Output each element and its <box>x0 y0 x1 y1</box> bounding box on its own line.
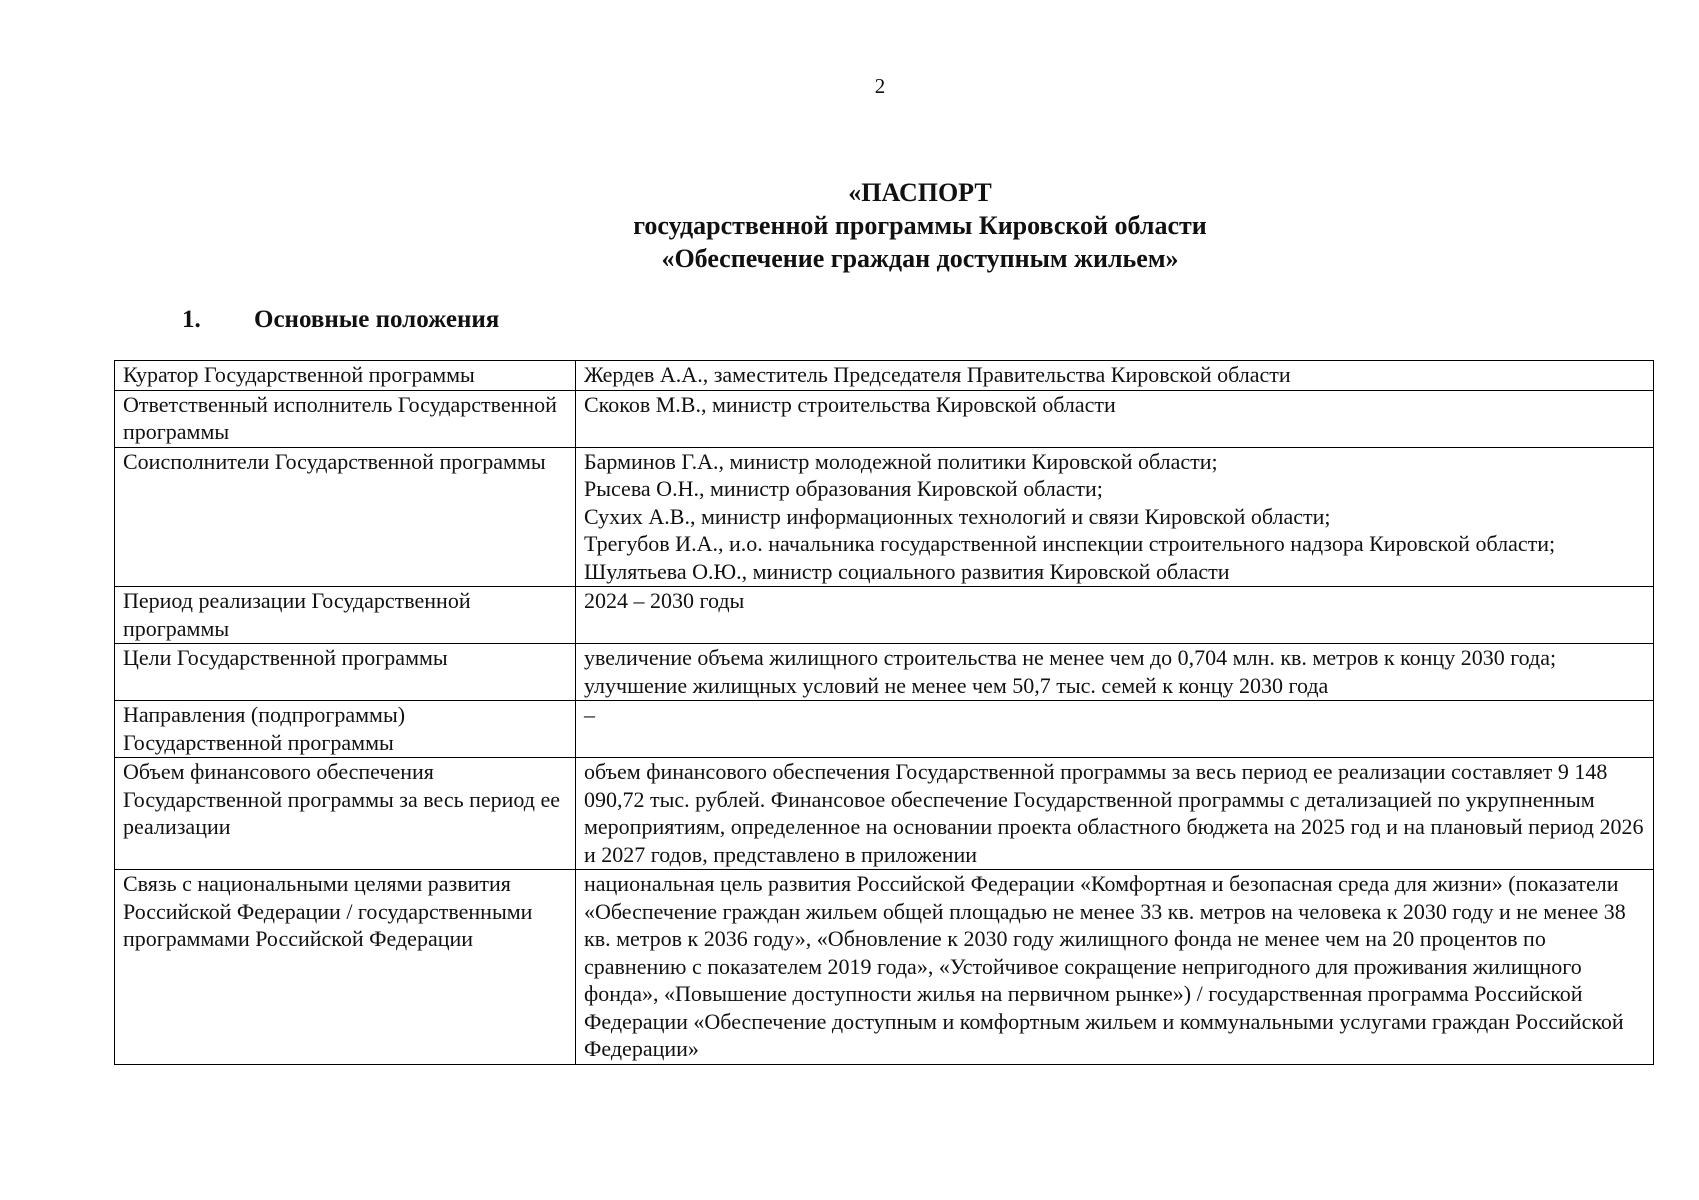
section-heading <box>182 306 499 334</box>
table-row <box>115 361 1654 391</box>
section-number: 1. <box>182 306 201 333</box>
table-row <box>115 447 1654 587</box>
row-value-national-goals <box>576 870 1654 1065</box>
row-value-curator <box>576 361 1654 391</box>
row-label-responsible-executor: Ответственный исполнитель Государственной программы <box>115 390 576 447</box>
title-line-1: «ПАСПОРТ <box>848 178 992 207</box>
row-value-period <box>576 587 1654 644</box>
value-line: – <box>584 702 595 727</box>
table-row <box>115 390 1654 447</box>
row-value-responsible-executor <box>576 390 1654 447</box>
value-line: Барминов Г.А., министр молодежной политики Кировской области; <box>584 448 1218 474</box>
row-value-co-executors <box>576 447 1654 587</box>
passport-table <box>114 360 1654 1065</box>
value-line: увеличение объема жилищного строительства не менее чем до 0,704 млн. кв. метров к концу 2030 года; <box>584 645 1557 670</box>
table-row <box>115 870 1654 1065</box>
title-line-2: государственной программы Кировской области <box>633 211 1207 240</box>
row-label-curator: Куратор Государственной программы <box>115 361 576 391</box>
row-value-goals <box>576 644 1654 701</box>
row-label-co-executors: Соисполнители Государственной программы <box>115 447 576 587</box>
value-line: Шулятьева О.Ю., министр социального развития Кировской области <box>584 558 1230 584</box>
table-row <box>115 644 1654 701</box>
row-label-national-goals: Связь с национальными целями развития Российской Федерации / государственными программами Российской Федерации <box>115 870 576 1065</box>
row-label-financing: Объем финансового обеспечения Государственной программы за весь период ее реализации <box>115 758 576 870</box>
value-line: Трегубов И.А., и.о. начальника государственной инспекции строительного надзора Кировской области; <box>584 531 1556 556</box>
table-row <box>115 701 1654 758</box>
value-line: Скоков М.В., министр строительства Кировской области <box>584 391 1116 417</box>
row-value-directions <box>576 701 1654 758</box>
document-title <box>140 176 1699 275</box>
row-label-period: Период реализации Государственной программы <box>115 587 576 644</box>
value-line: Рысева О.Н., министр образования Кировской области; <box>584 476 1103 501</box>
row-value-financing <box>576 758 1654 870</box>
value-line: Сухих А.В., министр информационных технологий и связи Кировской области; <box>584 503 1331 529</box>
page-number: 2 <box>874 74 886 98</box>
title-line-3: «Обеспечение граждан доступным жильем» <box>661 244 1179 273</box>
value-line: национальная цель развития Российской Федерации «Комфортная и безопасная среда для жизни» (показатели «Обеспечение граждан жильем общей площадью не менее 33 кв. метров на человека к 2030 году и не менее 38 кв. метров к 2036 году», «Обновление к 2030 году жилищного фонда не менее чем на 20 процентов по сравнению с показателем 2019 года», «Устойчивое сокращение непригодного для проживания жилищного фонда», «Повышение доступности жилья на первичном рынке») / государственная программа Российской Федерации «Обеспечение доступным и комфортным жильем и коммунальными услугами граждан Российской Федерации» <box>584 871 1626 1061</box>
value-line: объем финансового обеспечения Государственной программы за весь период ее реализации составляет 9 148 090,72 тыс. рублей. Финансовое обеспечение Государственной программы с детализацией по укрупненным мероприятиям, определенное на основании проекта областного бюджета на 2025 год и на плановый период 2026 и 2027 годов, представлено в приложении <box>584 759 1644 867</box>
table-row <box>115 758 1654 870</box>
value-line: 2024 – 2030 годы <box>584 588 745 613</box>
table-row <box>115 587 1654 644</box>
row-label-directions: Направления (подпрограммы) Государственной программы <box>115 701 576 758</box>
value-line: Жердев А.А., заместитель Председателя Правительства Кировской области <box>584 362 1291 387</box>
section-title: Основные положения <box>254 306 500 333</box>
value-line: улучшение жилищных условий не менее чем 50,7 тыс. семей к концу 2030 года <box>584 672 1329 698</box>
row-label-goals: Цели Государственной программы <box>115 644 576 701</box>
